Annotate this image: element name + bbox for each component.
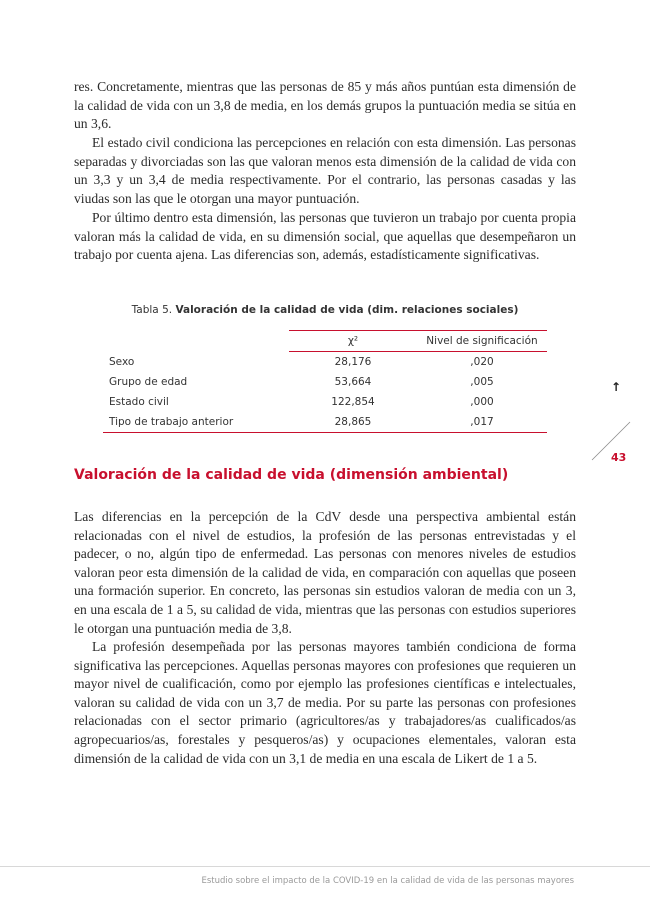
table-cell-significance: ,017 (417, 412, 547, 433)
paragraph: res. Concretamente, mientras que las personas de 85 y más años puntúan esta dimensión de la calidad de vida con un 3,8 de media, en los demás grupos la puntuación media se sitúa en un 3,6. (74, 79, 576, 132)
table-cell-significance: ,020 (470, 356, 494, 368)
paragraph: La profesión desempeñada por las personas mayores también condiciona de forma significativa las percepciones. Aquellas personas mayores con profesiones que requieren un mayor nivel de cualificación, como por ejemplo las profesiones científicas e intelectuales, valoran su calidad de vida con un 3,7 de media. Por su parte las personas con profesiones relacionadas con el sector primario (agricultores/as y trabajadores/as cualificados/as agropecuarios/as, forestales y pesqueros/as) y ocupaciones elementales, valoran esta dimensión de la calidad de vida con un 3,1 de media en una escala de Likert de 1 a 5. (74, 639, 576, 766)
paragraph: Por último dentro esta dimensión, las personas que tuvieron un trabajo por cuenta propia valoran más la calidad de vida, en su dimensión social, que aquellas que desempeñaron un trabajo por cuenta ajena. Las diferencias son, además, estadísticamente significativas. (74, 210, 576, 263)
footer-divider (0, 866, 650, 867)
table-cell-chi-square: 122,854 (331, 396, 375, 408)
table-row (103, 372, 547, 392)
paragraph: Las diferencias en la percepción de la CdV desde una perspectiva ambiental están relacionadas con el nivel de estudios, la profesión de las personas entrevistadas y el padecer, o no, algún tipo de enfermedad. Las personas con menores niveles de estudios valoran peor esta dimensión de la calidad de vida, en comparación con aquellas que poseen una formación superior. En concreto, las personas sin estudios valoran de media con un 3, en una escala de 1 a 5, su calidad de vida, mientras que las personas con estudios superiores le otorgan una puntuación media de 3,8. (74, 509, 576, 636)
table-cell-variable: Grupo de edad (109, 376, 188, 388)
table-cell-chi-square: 28,865 (289, 412, 417, 433)
table-caption (0, 304, 650, 316)
results-table (103, 330, 547, 433)
table-cell-variable: Sexo (109, 355, 135, 368)
paragraph: El estado civil condiciona las percepciones en relación con esta dimensión. Las personas separadas y divorciadas son las que valoran menos esta dimensión de la calidad de vida con un 3,3 y un 3,4 de media respectivamente. Por el contrario, las personas casadas y las viudas son las que le otorgan una mayor puntuación. (74, 135, 576, 206)
table-header-significance: Nivel de significación (417, 331, 547, 352)
table-cell-significance: ,005 (470, 376, 494, 388)
table-row (103, 392, 547, 412)
table-cell-chi-square: 53,664 (334, 376, 372, 388)
table-header-row (103, 331, 547, 352)
table-cell-variable: Estado civil (109, 396, 169, 408)
footer-text: Estudio sobre el impacto de la COVID-19 en la calidad de vida de las personas mayores (201, 876, 574, 886)
section-title: Valoración de la calidad de vida (dimensión ambiental) (74, 467, 509, 483)
arrow-up-icon[interactable]: ↑ (611, 380, 622, 394)
table-row (103, 412, 547, 433)
table-header-chi-square: χ² (289, 331, 417, 352)
table-cell-variable: Tipo de trabajo anterior (103, 412, 289, 433)
table-cell-chi-square: 28,176 (334, 356, 372, 368)
table-header-cell (103, 331, 289, 352)
table-caption-title: Valoración de la calidad de vida (dim. relaciones sociales) (175, 304, 519, 316)
table-cell-significance: ,000 (470, 396, 494, 408)
table-caption-prefix: Tabla 5. (131, 304, 173, 316)
page-number: 43 (611, 451, 627, 464)
table-row (103, 352, 547, 373)
